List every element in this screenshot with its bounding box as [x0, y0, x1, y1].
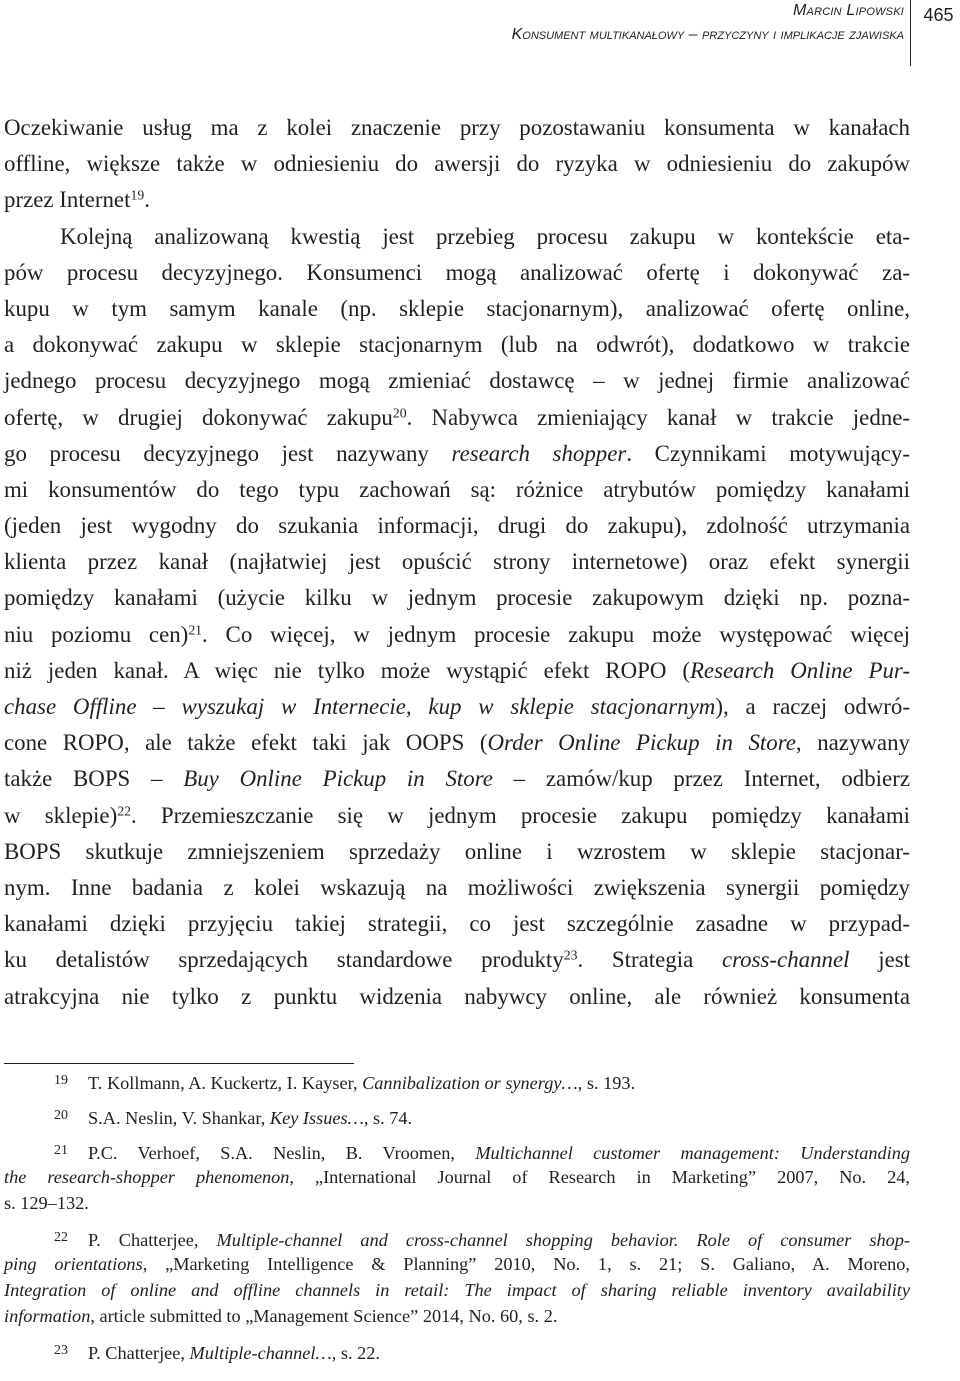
footnote-23: 23 P. Chatterjee, Multiple-channel…, s. 22. — [4, 1338, 910, 1364]
text-line: mi konsumentów do tego typu zachowań są: różnice atrybutów pomiędzy kanałami — [4, 476, 910, 502]
footnote-ref: 19 — [130, 187, 145, 203]
header-divider — [910, 0, 911, 66]
text-line: w sklepie)$^{22}$. Przemieszczanie się w jednym procesie zakupu pomiędzy kanałami — [4, 802, 910, 828]
page-number: 465 — [923, 5, 954, 25]
footnotes — [4, 1068, 910, 1373]
header-author: Marcin Lipowski — [793, 2, 904, 19]
running-header — [0, 0, 960, 72]
text-line: jednego procesu decyzyjnego mogą zmieniać dostawcę – w jednej firmie analizować — [4, 368, 910, 394]
footnote-ref: 22 — [117, 803, 131, 819]
footnote-number: 22 — [54, 1230, 68, 1245]
text-line: także BOPS – Buy Online Pickup in Store – zamów/kup przez Internet, odbierz — [4, 766, 910, 792]
text-line: pomiędzy kanałami (użycie kilku w jednym procesie zakupowym dzięki np. pozna- — [4, 585, 910, 611]
footnote-number: 19 — [54, 1073, 68, 1088]
text-line: BOPS skutkuje zmniejszeniem sprzedaży online i wzrostem w sklepie stacjonar- — [4, 838, 910, 864]
text-line: chase Offline – wyszukaj w Internecie, kup w sklepie stacjonarnym), a raczej odwró- — [4, 694, 910, 719]
text-line: ku detalistów sprzedających standardowe produkty$^{23}$. Strategia cross-channel jest — [4, 947, 910, 973]
footnote-number: 20 — [54, 1108, 68, 1123]
footnote-ref: 21 — [188, 622, 203, 638]
text-line: kupu w tym samym kanale (np. sklepie stacjonarnym), analizować ofertę online, — [4, 295, 910, 321]
text-line: ofertę, w drugiej dokonywać zakupu$^{20}$. Nabywca zmieniający kanał w trakcie jedne- — [4, 404, 910, 430]
text-line: niż jeden kanał. A więc nie tylko może wystąpić efekt ROPO (Research Online Pur- — [4, 657, 910, 683]
text-line: niu poziomu cen)$^{21}$. Co więcej, w jednym procesie zakupu może występować więcej — [4, 621, 910, 647]
text-line: a dokonywać zakupu w sklepie stacjonarnym (lub na odwrót), dodatkowo w trakcie — [4, 332, 910, 358]
footnote-ref: 23 — [563, 947, 578, 963]
text-line: przez Internet$^{19}$. — [4, 187, 150, 213]
text-line: go procesu decyzyjnego jest nazywany research shopper. Czynnikami motywujący- — [4, 440, 910, 466]
text-line: offline, większe także w odniesieniu do awersji do ryzyka w odniesieniu do zakupów — [4, 151, 910, 177]
footnote-ref: 20 — [392, 404, 407, 420]
text-line: atrakcyjna nie tylko z punktu widzenia nabywcy online, ale również konsumenta — [4, 983, 910, 1009]
text-line: klienta przez kanał (najłatwiej jest opuścić strony internetowe) oraz efekt synergii — [4, 549, 910, 575]
header-subtitle: Konsument multikanałowy – przyczyny i implikacje zjawiska — [511, 26, 904, 43]
text-line: pów procesu decyzyjnego. Konsumenci mogą analizować ofertę i dokonywać za- — [4, 259, 910, 285]
footnote-rule — [4, 1063, 354, 1064]
text-line: cone ROPO, ale także efekt taki jak OOPS (Order Online Pickup in Store, nazywany — [4, 730, 910, 756]
text-line: kanałami dzięki przyjęciu takiej strategii, co jest szczególnie zasadne w przypad- — [4, 911, 910, 937]
footnote-19: 19 T. Kollmann, A. Kuckertz, I. Kayser, Cannibalization or synergy…, s. 193. — [4, 1068, 910, 1094]
footnote-22: 22 P. Chatterjee, Multiple-channel and cross-channel shopping behavior. Role of consumer shop- ping orientations, „Marketing Intelligence & Planning” 2010, No. 1, s. 21; S. Galiano, A. Moreno, Integration of online and offline channels in retail: The impact of sharing reliable inventory availability information, article submitted to „Management Science” 2014, No. 60, s. 2. — [4, 1225, 910, 1329]
footnote-20: 20 S.A. Neslin, V. Shankar, Key Issues…, s. 74. — [4, 1103, 910, 1129]
text-line: (jeden jest wygodny do szukania informacji, drugi do zakupu), zdolność utrzymania — [4, 513, 910, 539]
footnote-21: 21 P.C. Verhoef, S.A. Neslin, B. Vroomen, Multichannel customer management: Understanding the research-shopper phenomenon, „International Journal of Research in Marketing” 2007, No. 24, s. 129–132. — [4, 1138, 910, 1216]
text-line: Kolejną analizowaną kwestią jest przebieg procesu zakupu w kontekście eta- — [60, 223, 910, 249]
footnote-number: 21 — [54, 1143, 68, 1158]
body-text — [4, 110, 910, 1015]
text-line: nym. Inne badania z kolei wskazują na możliwości zwiększenia synergii pomiędzy — [4, 874, 910, 900]
footnote-number: 23 — [54, 1343, 68, 1358]
text-line: Oczekiwanie usług ma z kolei znaczenie przy pozostawaniu konsumenta w kanałach — [4, 115, 910, 140]
